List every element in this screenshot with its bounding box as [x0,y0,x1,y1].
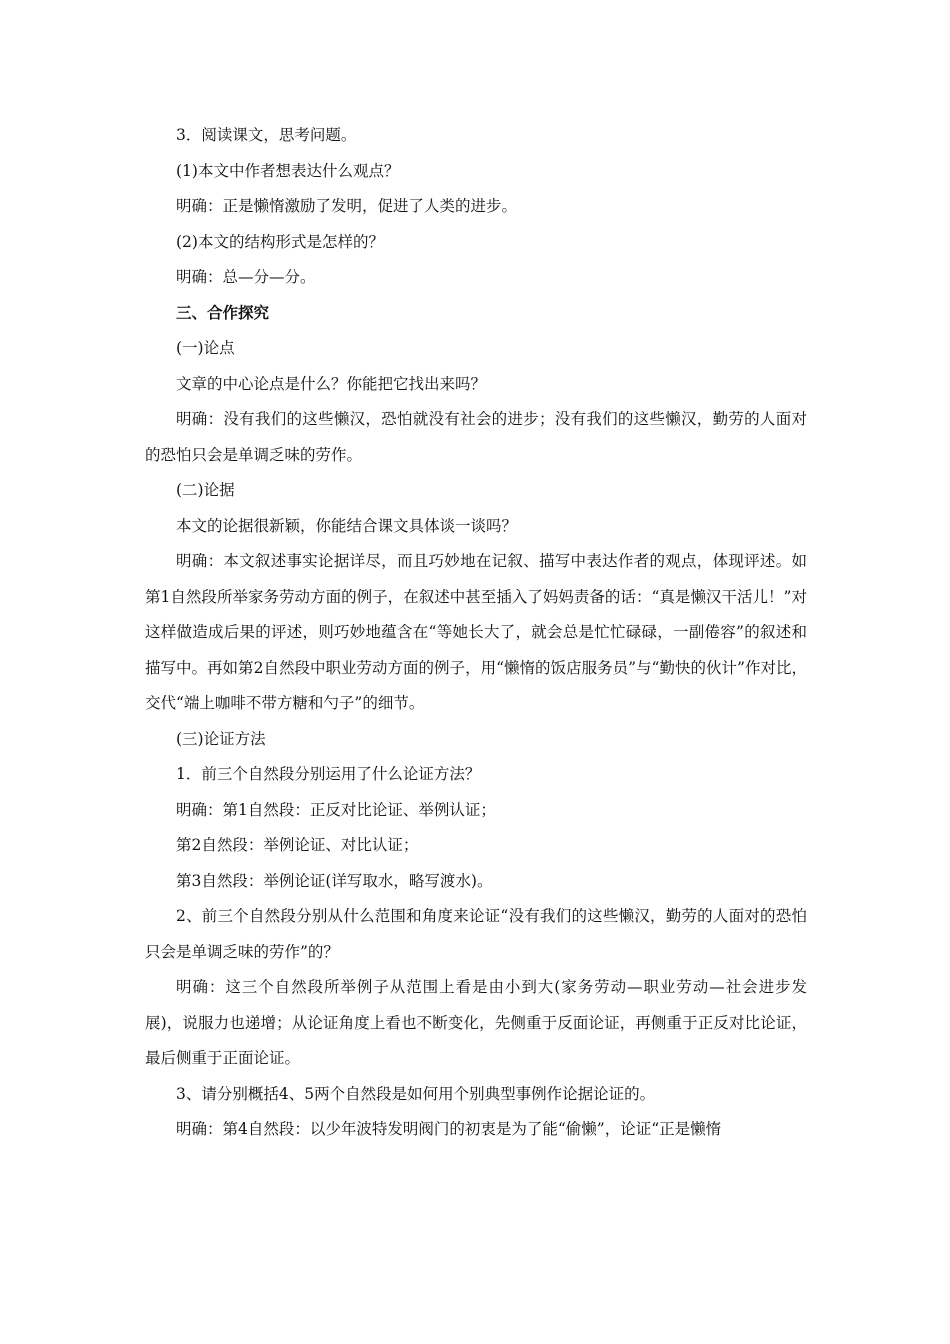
answer-method-1c: 第3自然段：举例论证(详写取水，略写渡水)。 [176,871,493,890]
document-body [145,118,807,1148]
answer-2: 明确：总—分—分。 [176,268,316,286]
answer-argument: 明确：没有我们的这些懒汉，恐怕就没有社会的进步；没有我们的这些懒汉，勤劳的人面对的恐怕只会是单调乏味的劳作。 [145,410,807,464]
question-argument: 文章的中心论点是什么？你能把它找出来吗？ [176,374,487,393]
question-method-1: 1．前三个自然段分别运用了什么论证方法？ [176,765,481,783]
question-evidence: 本文的论据很新颖，你能结合课文具体谈一谈吗？ [176,516,518,535]
question-2: (2)本文的结构形式是怎样的？ [176,232,384,251]
answer-method-2: 明确：这三个自然段所举例子从范围上看是由小到大(家务劳动—职业劳动—社会进步发展)，说服力也递增；从论证角度上看也不断变化，先侧重于反面论证，再侧重于正反对比论证，最后侧重于正面论证。 [145,978,807,1067]
answer-method-3: 明确：第4自然段：以少年波特发明阀门的初衷是为了能“偷懒”，论证“正是懒惰 [176,1120,722,1138]
question-1: (1)本文中作者想表达什么观点？ [176,161,400,180]
subheading-evidence: (二)论据 [176,481,235,499]
answer-1: 明确：正是懒惰激励了发明，促进了人类的进步。 [176,197,518,215]
paragraph-item-3: 3．阅读课文，思考问题。 [176,126,357,144]
answer-method-1b: 第2自然段：举例论证、对比认证； [176,836,419,854]
subheading-argument: (一)论点 [176,339,235,357]
question-method-2: 2、前三个自然段分别从什么范围和角度来论证“没有我们的这些懒汉，勤劳的人面对的恐怕只会是单调乏味的劳作”的？ [145,907,807,961]
question-method-3: 3、请分别概括4、5两个自然段是如何用个别典型事例作论据论证的。 [176,1084,656,1103]
section-heading: 三、合作探究 [176,303,270,322]
answer-method-1a: 明确：第1自然段：正反对比论证、举例认证； [176,800,496,819]
subheading-method: (三)论证方法 [176,729,266,748]
answer-evidence: 明确：本文叙述事实论据详尽，而且巧妙地在记叙、描写中表达作者的观点，体现评述。如第1自然段所举家务劳动方面的例子，在叙述中甚至插入了妈妈责备的话：“真是懒汉干活儿！”对这样做造成后果的评述，则巧妙地蕴含在“等她长大了，就会总是忙忙碌碌，一副倦容”的叙述和描写中。再如第2自然段中职业劳动方面的例子，用“懒惰的饭店服务员”与“勤快的伙计”作对比，交代“端上咖啡不带方糖和勺子”的细节。 [145,552,807,712]
